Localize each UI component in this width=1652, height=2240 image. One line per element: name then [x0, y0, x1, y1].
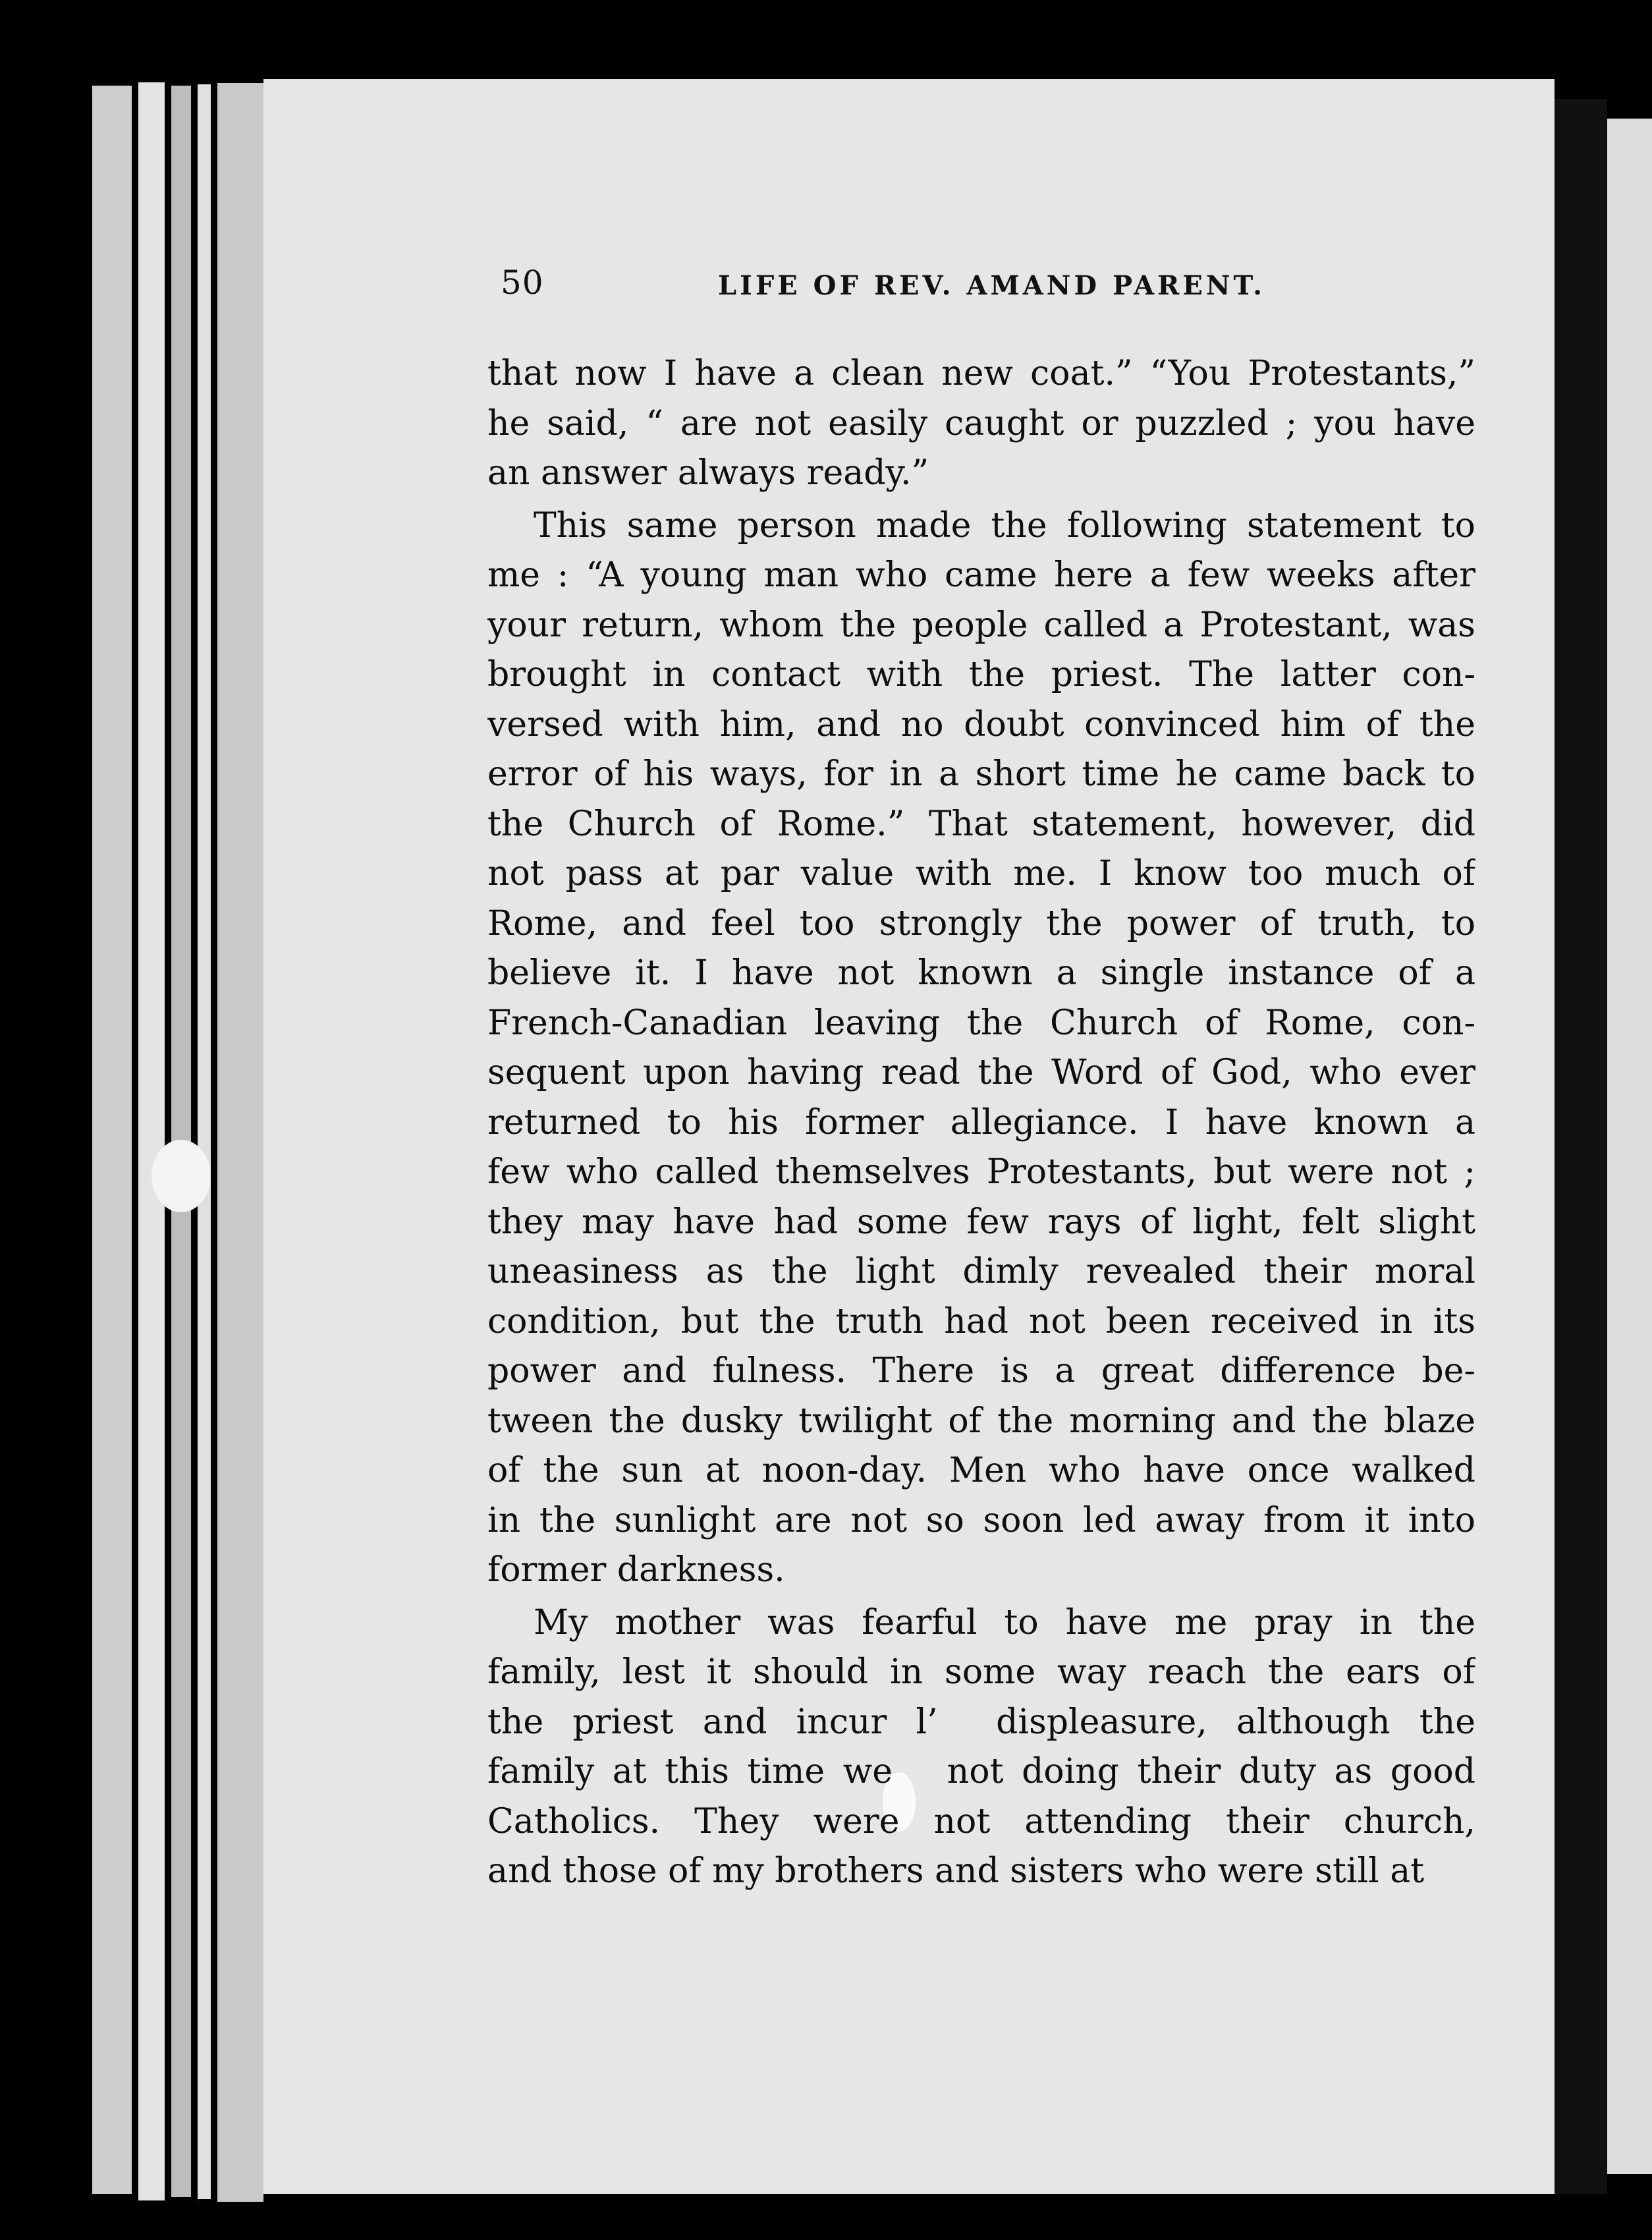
text-line: Rome, and feel too strongly the power of truth, to — [487, 903, 1475, 943]
text-line: and those of my brothers and sisters who were still at — [487, 1851, 1425, 1891]
text-line: My mother was fearful to have me pray in the — [534, 1602, 1475, 1642]
text-line: power and fulness. There is a great difference be- — [487, 1351, 1475, 1391]
text-line: tween the dusky twilight of the morning and the blaze — [487, 1401, 1475, 1441]
text-line: French-Canadian leaving the Church of Rome, con- — [487, 1003, 1475, 1043]
text-line: believe it. I have not known a single instance of a — [487, 953, 1475, 993]
text-line: family at this time we not doing their duty as good — [487, 1752, 1475, 1791]
text-line: error of his ways, for in a short time he came back to — [487, 754, 1475, 794]
text-line: an answer always ready.” — [487, 453, 929, 493]
page-number: 50 — [501, 264, 544, 302]
text-line: the priest and incur l’ displeasure, although the — [487, 1702, 1475, 1742]
text-line: returned to his former allegiance. I have known a — [487, 1102, 1475, 1142]
page-edge — [217, 83, 263, 2202]
text-line: me : “A young man who came here a few weeks after — [487, 555, 1475, 595]
facing-page-edge — [1607, 119, 1652, 2174]
text-line: versed with him, and no doubt convinced him of the — [487, 704, 1475, 744]
text-line: former darkness. — [487, 1550, 785, 1590]
body-text — [487, 349, 1475, 1897]
text-line: few who called themselves Protestants, but were not ; — [487, 1152, 1475, 1192]
gutter-shadow — [1555, 99, 1607, 2194]
text-line: This same person made the following statement to — [534, 505, 1475, 546]
page-edge — [198, 84, 211, 2199]
text-line: uneasiness as the light dimly revealed their moral — [487, 1252, 1475, 1291]
page-edge — [138, 82, 165, 2200]
text-line: condition, but the truth had not been received in its — [487, 1301, 1475, 1341]
text-line: he said, “ are not easily caught or puzzled ; you have — [487, 403, 1475, 443]
paragraph — [487, 1598, 1475, 1897]
page-header — [501, 264, 1291, 316]
text-line: in the sunlight are not so soon led away from it into — [487, 1500, 1475, 1540]
running-head: LIFE OF REV. AMAND PARENT. — [718, 270, 1265, 301]
text-line: of the sun at noon-day. Men who have once walked — [487, 1451, 1475, 1490]
paper-blemish — [151, 1140, 211, 1212]
text-line: sequent upon having read the Word of God, who ever — [487, 1053, 1475, 1092]
text-line: brought in contact with the priest. The latter con- — [487, 655, 1475, 694]
text-line: that now I have a clean new coat.” “You Protestants,” — [487, 354, 1475, 393]
text-line: the Church of Rome.” That statement, however, did — [487, 804, 1475, 844]
page-edge — [92, 86, 132, 2194]
paragraph — [487, 349, 1475, 499]
paragraph — [487, 501, 1475, 1596]
text-line: Catholics. They were not attending their church, — [487, 1801, 1475, 1841]
text-line: not pass at par value with me. I know too much of — [487, 854, 1475, 893]
text-line: your return, whom the people called a Protestant, was — [487, 605, 1475, 645]
text-line: they may have had some few rays of light, felt slight — [487, 1202, 1475, 1242]
text-line: family, lest it should in some way reach the ears of — [487, 1652, 1475, 1692]
